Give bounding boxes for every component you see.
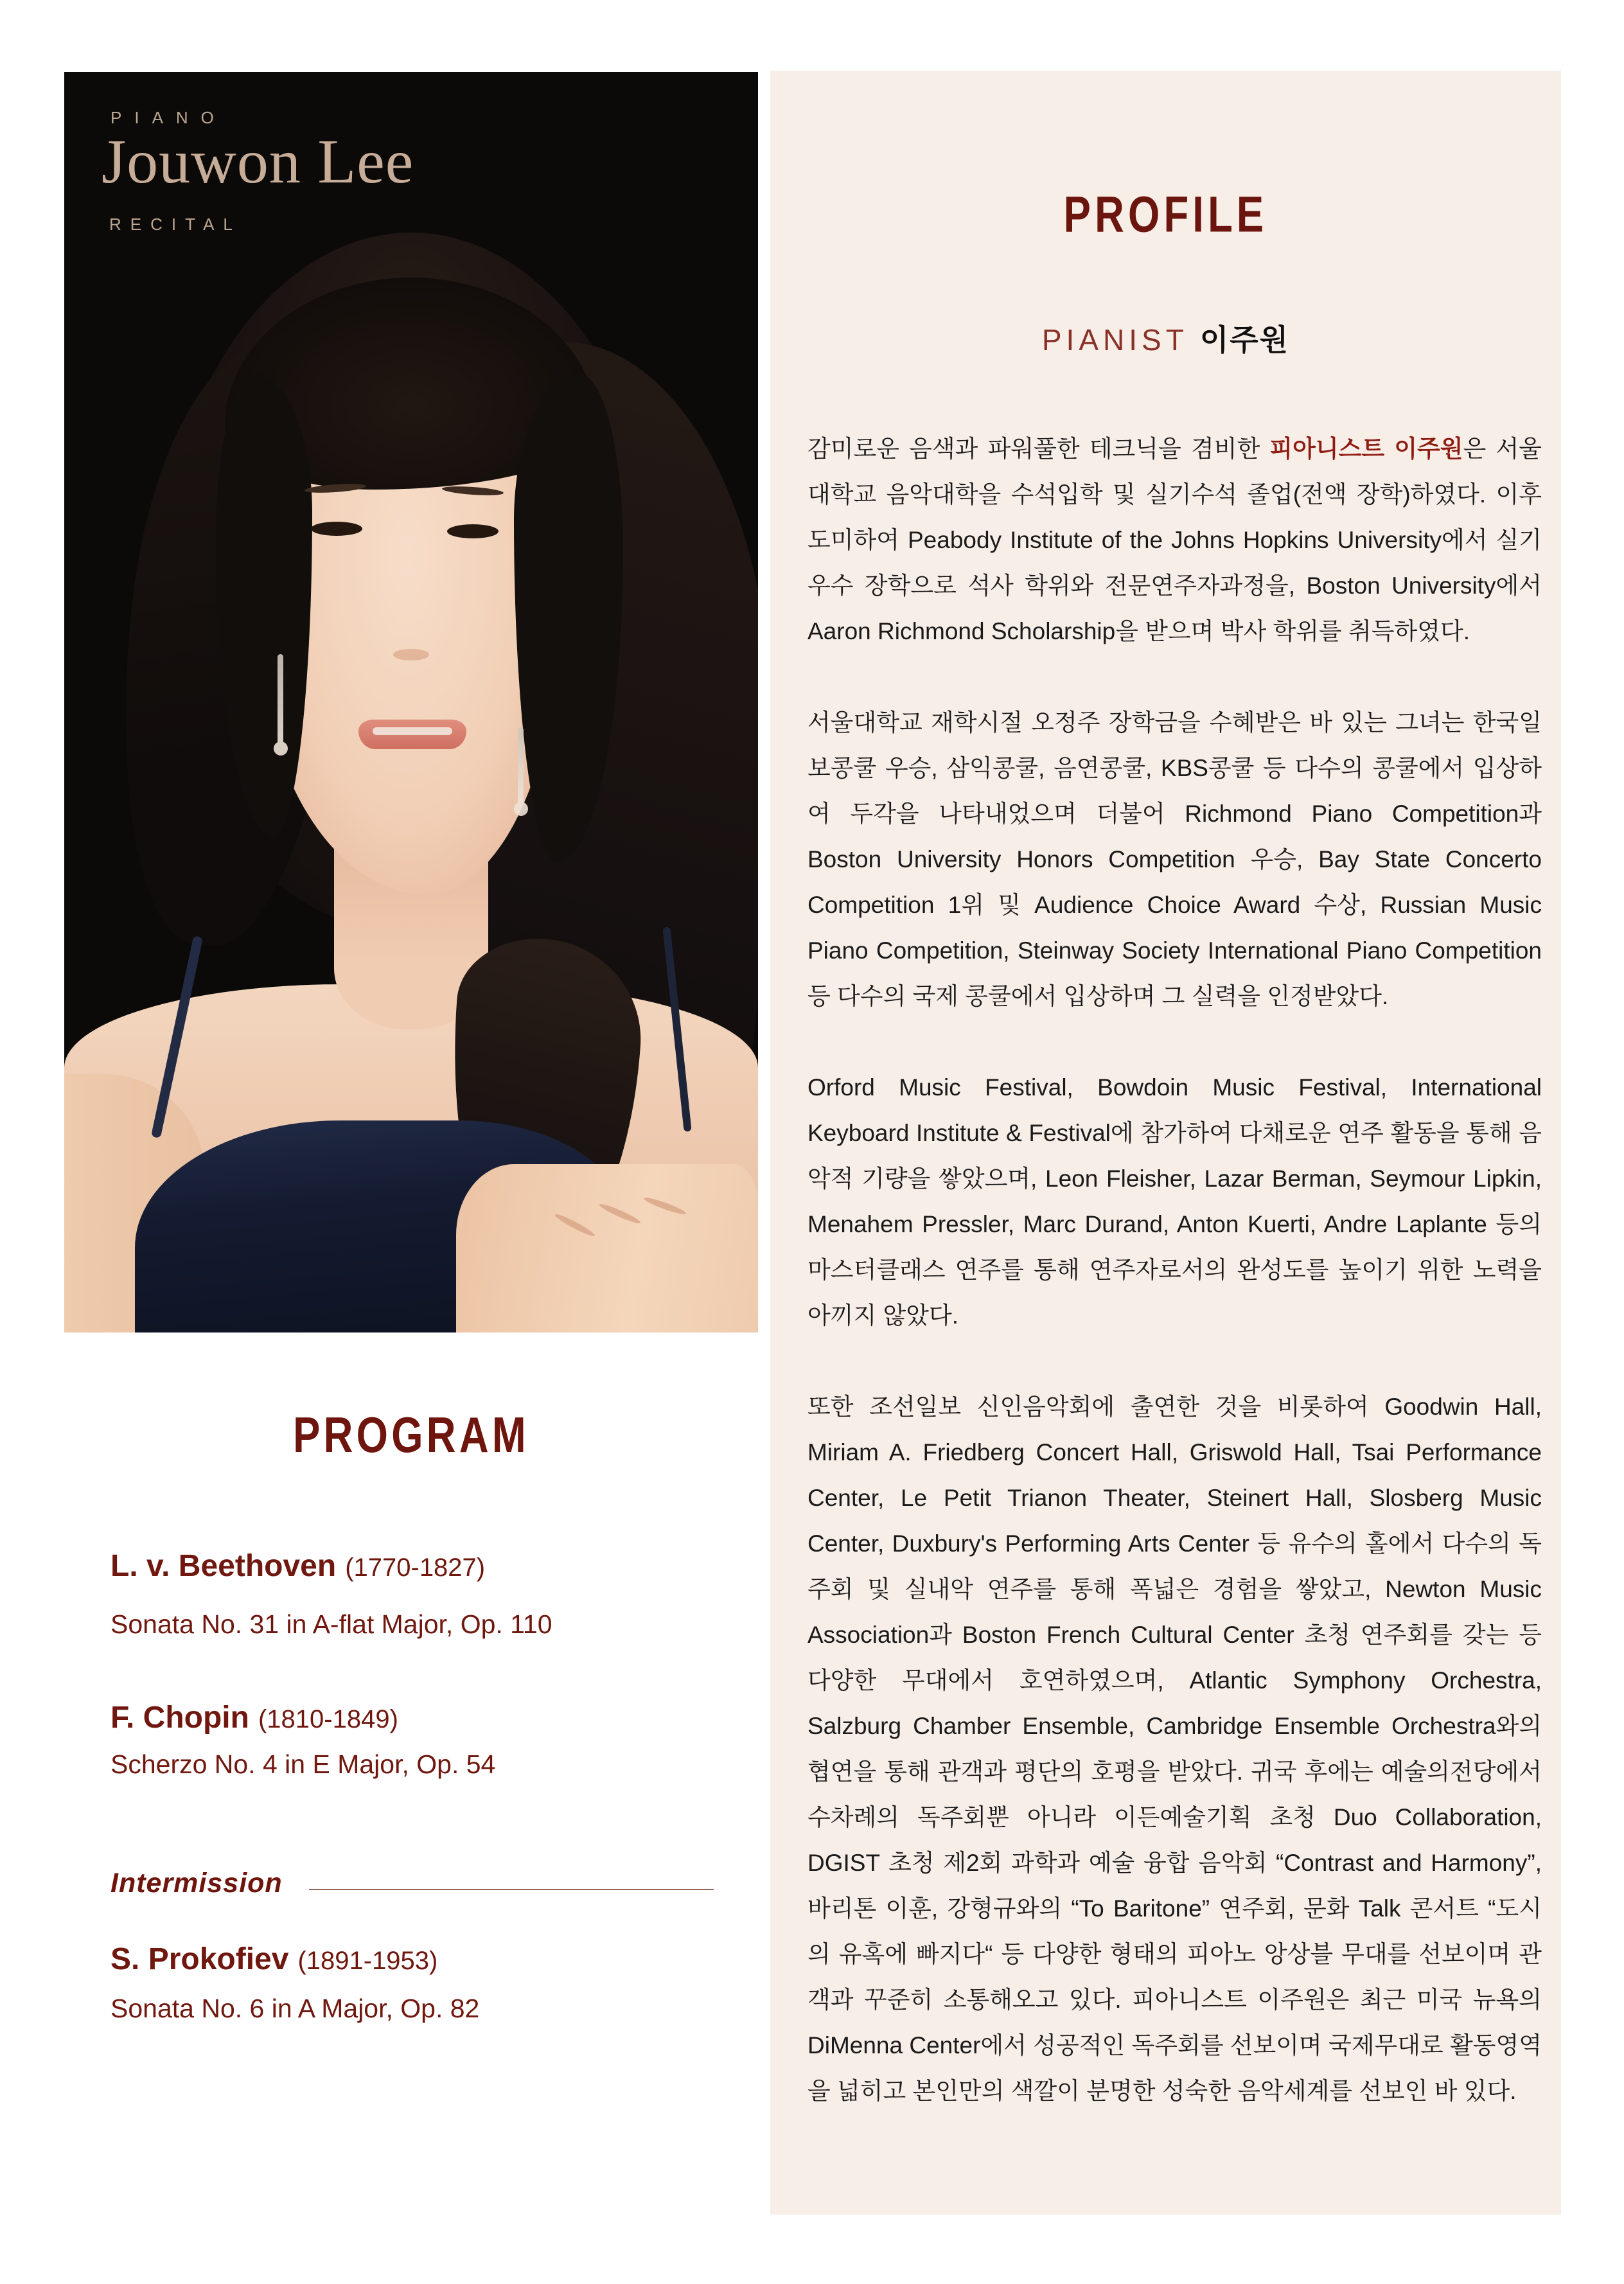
composer-name: S. Prokofiev	[110, 1942, 289, 1976]
bio-paragraph-4: 또한 조선일보 신인음악회에 출연한 것을 비롯하여 Goodwin Hall, Miriam A. Friedberg Concert Hall, Griswold Hall, Tsai Performance Center, Le Petit Trianon Theater, Steinert Hall, Slosberg Music Center, Duxbury's Performing Arts Center 등 유수의 홀에서 다수의 독주회 및 실내악 연주를 통해 폭넓은 경험을 쌓았고, Newton Music Association과 Boston French Cultural Center 초청 연주회를 갖는 등 다양한 무대에서 호연하였으며, Atlantic Symphony Orchestra, Salzburg Chamber Ensemble, Cambridge Ensemble Orchestra와의 협연을 통해 관객과 평단의 호평을 받았다. 귀국 후에는 예술의전당에서 수차례의 독주회뿐 아니라 이든예술기획 초청 Duo Collaboration, DGIST 초청 제2회 과학과 예술 융합 음악회 “Contrast and Harmony”, 바리톤 이훈, 강형규와의 “To Baritone” 연주회, 문화 Talk 콘서트 “도시의 유혹에 빠지다“ 등 다양한 형태의 피아노 앙상블 무대를 선보이며 관객과 꾸준히 소통해오고 있다. 피아니스트 이주원은 최근 미국 뉴욕의 DiMenna Center에서 성공적인 독주회를 선보이며 국제무대로 활동영역을 넓히고 본인만의 색깔이 분명한 성숙한 음악세계를 선보인 바 있다.	[808, 1394, 1542, 2104]
bio-text: 감미로운 음색과 파워풀한 테크닉을 겸비한	[808, 436, 1270, 462]
profile-biography	[808, 426, 1542, 2114]
composer-dates: (1891-1953)	[297, 1947, 438, 1975]
program-title: PROGRAM	[293, 1407, 529, 1464]
program-item-beethoven	[110, 1551, 485, 1582]
bio-paragraph-3: Orford Music Festival, Bowdoin Music Festival, International Keyboard Institute & Festival에 참가하여 다채로운 연주 활동을 통해 음악적 기량을 쌓았으며, Leon Fleisher, Lazar Berman, Seymour Lipkin, Menahem Pressler, Marc Durand, Anton Kuerti, Andre Laplante 등의 마스터클래스 연주를 통해 연주자로서의 완성도를 높이기 위한 노력을 아끼지 않았다.	[808, 1074, 1542, 1329]
profile-title-wrap	[770, 186, 1561, 243]
profile-subtitle	[770, 325, 1561, 355]
bio-highlight-name: 피아니스트 이주원	[1269, 436, 1463, 462]
composer-dates: (1770-1827)	[345, 1554, 486, 1582]
piece-title: Sonata No. 31 in A-flat Major, Op. 110	[110, 1609, 552, 1639]
portrait-eye-left	[311, 522, 362, 536]
portrait-earring-left	[278, 654, 283, 744]
program-item-chopin	[110, 1703, 398, 1733]
pianist-role-label: PIANIST	[1041, 323, 1188, 357]
pianist-name-english: Jouwon Lee	[102, 127, 414, 197]
bio-text: 은 서울대학교 음악대학을 수석입학 및 실기수석 졸업(전액 장학)하였다. 이후 도미하여 Peabody Institute of the Johns Hopkins University에서 실기 우수 장학으로 석사 학위와 전문연주자과정을, Boston University에서 Aaron Richmond Scholarship을 받으며 박사 학위를 취득하였다.	[808, 436, 1542, 644]
photo-label-recital: RECITAL	[109, 215, 242, 234]
bio-paragraph-1	[808, 426, 1542, 654]
profile-title: PROFILE	[1063, 186, 1268, 243]
program-section	[64, 1407, 758, 1464]
composer-dates: (1810-1849)	[258, 1705, 398, 1733]
composer-name: L. v. Beethoven	[110, 1549, 337, 1583]
piece-title: Scherzo No. 4 in E Major, Op. 54	[110, 1749, 496, 1779]
bio-paragraph-2: 서울대학교 재학시절 오정주 장학금을 수혜받은 바 있는 그녀는 한국일보콩쿨 우승, 삼익콩쿨, 음연콩쿨, KBS콩쿨 등 다수의 콩쿨에서 입상하여 두각을 나타내었으며 더불어 Richmond Piano Competition과 Boston University Honors Competition 우승, Bay State Concerto Competition 1위 및 Audience Choice Award 수상, Russian Music Piano Competition, Steinway Society International Piano Competition 등 다수의 국제 콩쿨에서 입상하며 그 실력을 인정받았다.	[808, 709, 1542, 1009]
program-item-prokofiev	[110, 1944, 437, 1975]
composer-name: F. Chopin	[110, 1701, 249, 1735]
photo-label-piano: PIANO	[110, 108, 227, 127]
portrait-earring-right	[518, 727, 524, 804]
pianist-portrait-photo	[64, 72, 758, 1332]
intermission-label: Intermission	[110, 1868, 283, 1899]
portrait-eye-right	[447, 524, 499, 538]
piece-title: Sonata No. 6 in A Major, Op. 82	[110, 1994, 480, 2023]
portrait-nose	[393, 649, 429, 660]
pianist-name-korean: 이주원	[1199, 323, 1290, 357]
portrait-hand	[456, 1164, 758, 1332]
profile-panel	[770, 71, 1561, 2215]
intermission-divider-line	[309, 1889, 714, 1890]
portrait-lips	[358, 720, 466, 749]
